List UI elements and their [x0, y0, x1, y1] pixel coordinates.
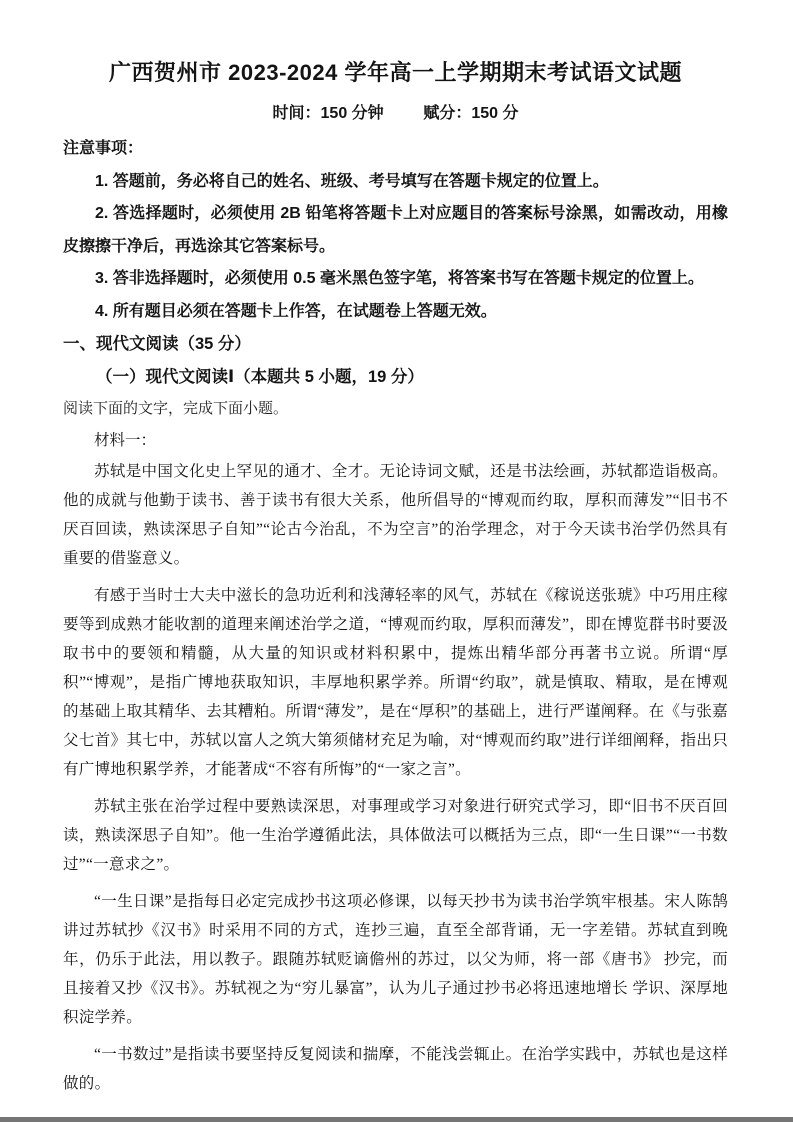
exam-meta: [63, 103, 728, 125]
page-title: 广西贺州市 2023-2024 学年高一上学期期末考试语文试题: [109, 60, 682, 85]
reading-instruction: 阅读下面的文字，完成下面小题。: [63, 401, 289, 417]
exam-time: 时间：150 分钟: [272, 105, 384, 122]
notice-item-2: 2. 答选择题时，必须使用 2B 铅笔将答题卡上对应题目的答案标号涂黑，如需改动，用橡皮擦擦干净后，再选涂其它答案标号。: [63, 205, 728, 255]
notice-item-1: 1. 答题前，务必将自己的姓名、班级、考号填写在答题卡规定的位置上。: [95, 172, 609, 190]
notice-item-3: 3. 答非选择题时，必须使用 0.5 毫米黑色签字笔，将答案书写在答题卡规定的位置上。: [95, 270, 704, 287]
exam-score: 赋分：150 分: [423, 105, 519, 122]
body-paragraph: 苏轼主张在治学过程中要熟读深思，对事理或学习对象进行研究式学习，即“旧书不厌百回读，熟读深思子自知”。他一生治学遵循此法，具体做法可以概括为三点，即“一生日课”“一书数过”“一意求之”。: [63, 798, 728, 873]
body-paragraph: 苏轼是中国文化史上罕见的通才、全才。无论诗词文赋，还是书法绘画，苏轼都造诣极高。他的成就与他勤于读书、善于读书有很大关系，他所倡导的“博观而约取，厚积而薄发”“旧书不厌百回读，熟读深思子自知”“论古今治乱，不为空言”的治学理念，对于今天读书治学仍然具有重要的借鉴意义。: [63, 463, 728, 567]
body-paragraph: 有感于当时士大夫中滋长的急功近利和浅薄轻率的风气，苏轼在《稼说送张琥》中巧用庄稼要等到成熟才能收割的道理来阐述治学之道，“博观而约取，厚积而薄发”，即在博览群书时要汲取书中的要领和精髓，从大量的知识或材料积累中，提炼出精华部分再著书立说。所谓“厚积”“博观”，是指广博地获取知识，丰厚地积累学养。所谓“约取”，就是慎取、精取，是在博观的基础上取其精华、去其糟粕。所谓“薄发”，是在“厚积”的基础上，进行严谨阐释。在《与张嘉父七首》其七中，苏轼以富人之筑大第须储材充足为喻，对“博观而约取”进行详细阐释，指出只有广博地积累学养，才能著成“不容有所悔”的“一家之言”。: [63, 587, 728, 778]
notice-heading: 注意事项：: [63, 140, 144, 157]
notice-item-4: 4. 所有题目必须在答题卡上作答，在试题卷上答题无效。: [95, 302, 497, 320]
body-paragraph: “一生日课”是指每日必定完成抄书这项必修课，以每天抄书为读书治学筑牢根基。宋人陈鹄讲过苏轼抄《汉书》时采用不同的方式，连抄三遍，直至全部背诵，无一字差错。苏轼直到晚年，仍乐于此法，用以教子。跟随苏轼贬谪儋州的苏过，以父为师，将一部《唐书》 抄完，而且接着又抄《汉书》。苏轼视之为“穷儿暴富”，认为儿子通过抄书必将迅速地增长 学识、深厚地积淀学养。: [63, 893, 728, 1026]
body-paragraph: “一书数过”是指读书要坚持反复阅读和揣摩，不能浅尝辄止。在治学实践中，苏轼也是这样做的。: [63, 1046, 728, 1092]
section-heading: 一、现代文阅读（35 分）: [63, 335, 251, 353]
subsection-heading: （一）现代文阅读Ⅰ（本题共 5 小题，19 分）: [96, 367, 424, 386]
material-label: 材料一：: [94, 432, 157, 449]
page-bottom-edge: [0, 1117, 793, 1122]
